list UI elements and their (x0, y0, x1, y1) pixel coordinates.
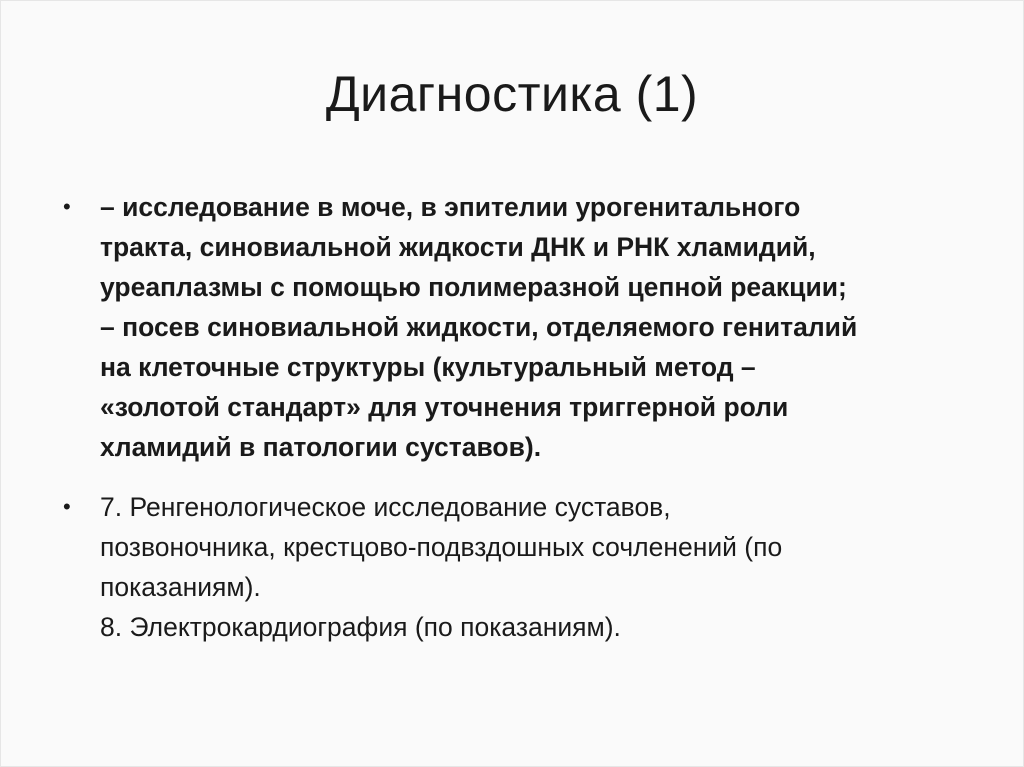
bullet-text-line: показаниям). (100, 572, 261, 602)
bullet-dot-icon: • (63, 494, 71, 519)
bullet-text-line: уреаплазмы с помощью полимеразной цепной реакции; (100, 272, 847, 302)
slide-title: Диагностика (1) (325, 66, 699, 122)
bullet-text-line: тракта, синовиальной жидкости ДНК и РНК хламидий, (100, 232, 816, 262)
bullet-text-line: – исследование в моче, в эпителии урогенитального (100, 192, 801, 222)
bullet-text-line: позвоночника, крестцово-подвздошных сочленений (по (100, 532, 783, 562)
bullet-item-lab-diagnostics (63, 187, 963, 467)
bullet-text-line: «золотой стандарт» для уточнения триггерной роли (100, 392, 789, 422)
bullet-list (63, 187, 963, 647)
bullet-text-line: 7. Ренгенологическое исследование суставов, (100, 492, 671, 522)
bullet-text-line: – посев синовиальной жидкости, отделяемого гениталий (100, 312, 858, 342)
bullet-text-line: 8. Электрокардиография (по показаниям). (100, 612, 621, 642)
bullet-item-instrumental-diagnostics (63, 487, 963, 647)
bullet-dot-icon: • (63, 194, 71, 219)
bullet-text-line: на клеточные структуры (культуральный метод – (100, 352, 756, 382)
bullet-text-line: хламидий в патологии суставов). (100, 432, 542, 462)
